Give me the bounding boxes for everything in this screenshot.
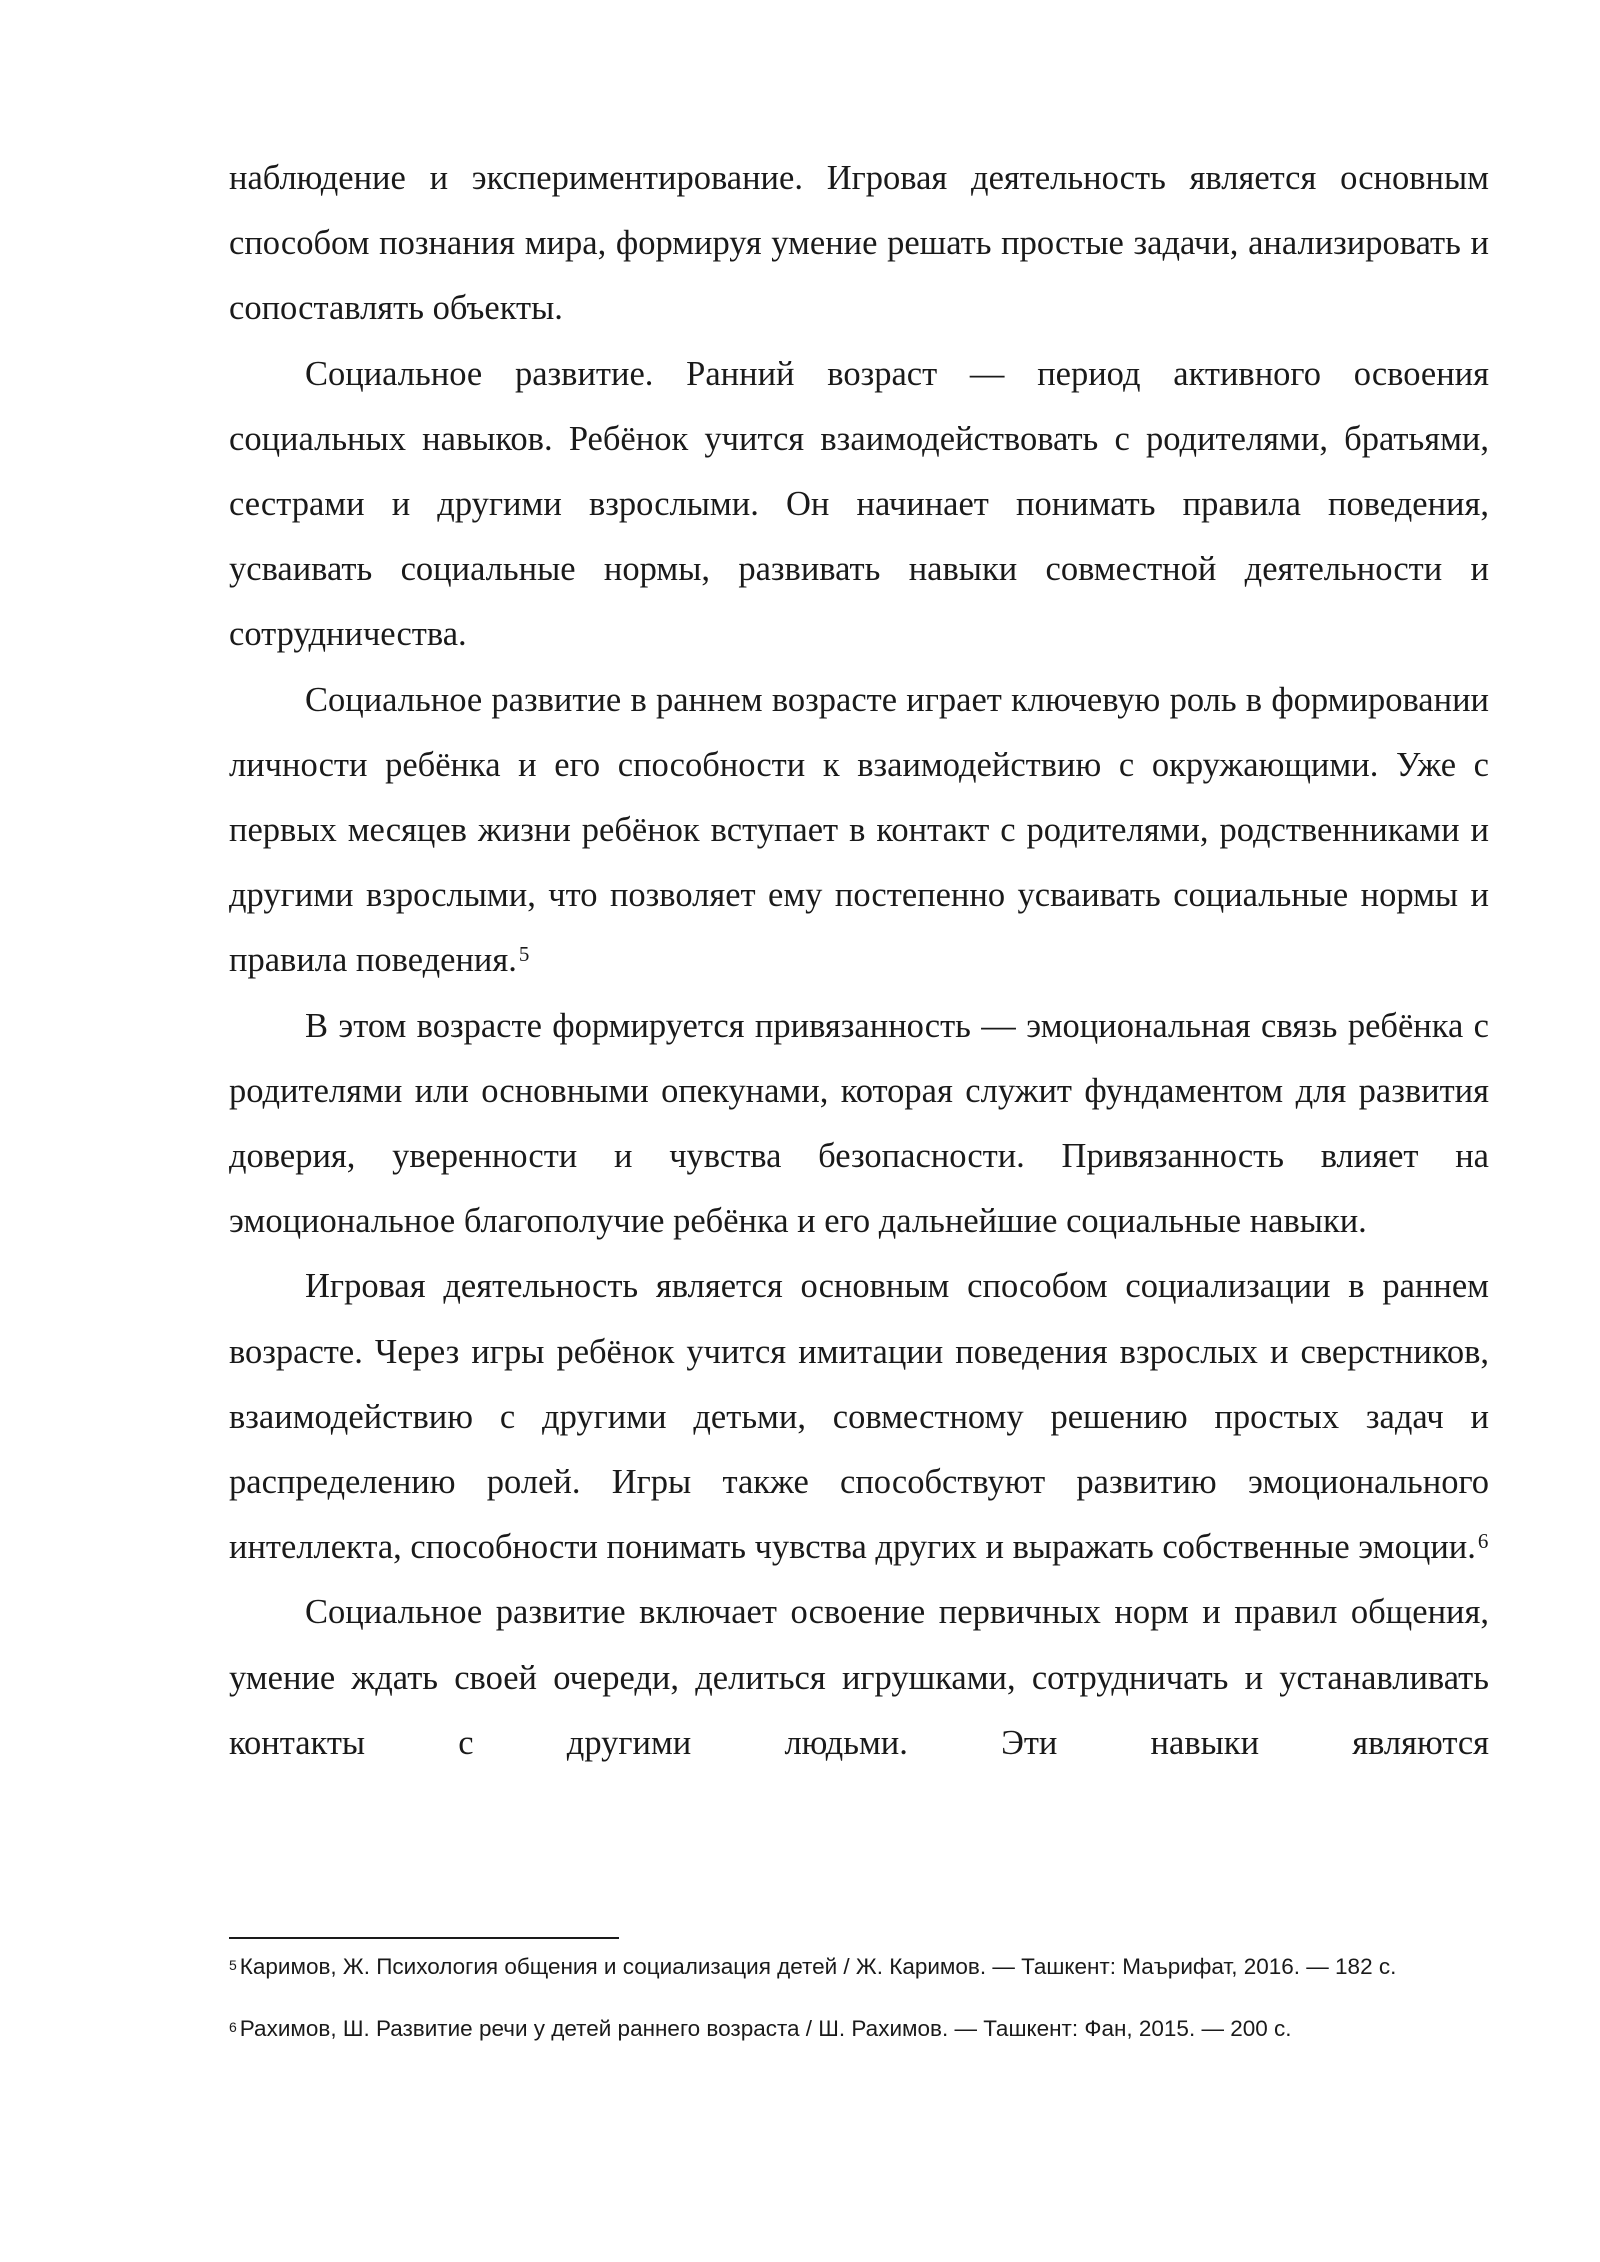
- footnote-separator: [229, 1937, 619, 1939]
- paragraph-text: Социальное развитие включает освоение первичных норм и правил общения, умение ждать своей очереди, делиться игрушками, сотрудничать и устанавливать контакты с другими людьми. Эти навыки являются: [229, 1593, 1489, 1762]
- footnotes: [229, 1950, 1491, 2046]
- paragraph-text: наблюдение и экспериментирование. Игровая деятельность является основным способом познания мира, формируя умение решать простые задачи, анализировать и сопоставлять объекты.: [229, 159, 1489, 328]
- footnote-mark: 5: [229, 1957, 237, 1973]
- paragraph: [229, 1254, 1489, 1580]
- footnote-mark: 6: [229, 2019, 237, 2035]
- footnote-text: Каримов, Ж. Психология общения и социализация детей / Ж. Каримов. — Ташкент: Маърифат, 2016. — 182 с.: [239, 1954, 1397, 1979]
- paragraph: [229, 994, 1489, 1255]
- paragraph-text: Игровая деятельность является основным способом социализации в раннем возрасте. Через игры ребёнок учится имитации поведения взрослых и сверстников, взаимодействию с другими детьми, совместному решению простых задач и распределению ролей. Игры также способствуют развитию эмоционального интеллекта, способности понимать чувства других и выражать собственные эмоции.: [229, 1267, 1489, 1567]
- paragraph: [229, 668, 1489, 994]
- paragraph: [229, 342, 1489, 668]
- paragraph: [229, 146, 1489, 342]
- body-text: [229, 146, 1489, 1776]
- footnote-text: Рахимов, Ш. Развитие речи у детей раннего возраста / Ш. Рахимов. — Ташкент: Фан, 2015. — 200 с.: [239, 2016, 1292, 2041]
- footnote-reference[interactable]: 6: [1477, 1529, 1489, 1554]
- paragraph-text: Социальное развитие в раннем возрасте играет ключевую роль в формировании личности ребёнка и его способности к взаимодействию с окружающими. Уже с первых месяцев жизни ребёнок вступает в контакт с родителями, родственниками и другими взрослыми, что позволяет ему постепенно усваивать социальные нормы и правила поведения.: [229, 680, 1489, 980]
- paragraph-text: В этом возрасте формируется привязанность — эмоциональная связь ребёнка с родителями или основными опекунами, которая служит фундаментом для развития доверия, уверенности и чувства безопасности. Привязанность влияет на эмоциональное благополучие ребёнка и его дальнейшие социальные навыки.: [229, 1006, 1489, 1241]
- footnote-reference[interactable]: 5: [518, 942, 530, 967]
- footnote: [229, 1950, 1491, 1984]
- paragraph-text: Социальное развитие. Ранний возраст — период активного освоения социальных навыков. Ребёнок учится взаимодействовать с родителями, братьями, сестрами и другими взрослыми. Он начинает понимать правила поведения, усваивать социальные нормы, развивать навыки совместной деятельности и сотрудничества.: [229, 354, 1489, 654]
- footnote: [229, 2012, 1491, 2046]
- paragraph: [229, 1580, 1489, 1776]
